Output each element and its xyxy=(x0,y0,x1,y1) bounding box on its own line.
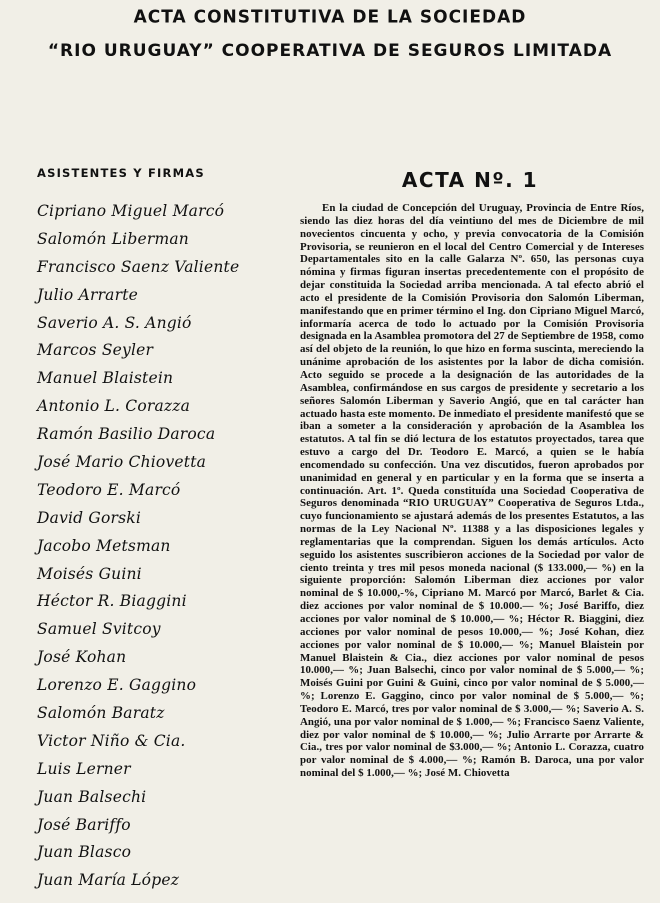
acta-title: ACTA Nº. 1 xyxy=(401,168,539,192)
attendee-name: Cipriano Miguel Marcó xyxy=(37,202,225,220)
attendee-name: José Mario Chiovetta xyxy=(37,453,207,472)
attendee-name: Jacobo Metsman xyxy=(37,536,171,555)
attendee-name: Manuel Blaistein xyxy=(37,369,174,388)
attendee-name: José Bariffo xyxy=(37,815,131,834)
attendee-name: Saverio A. S. Angió xyxy=(37,313,192,332)
attendee-name: Teodoro E. Marcó xyxy=(37,480,181,499)
attendee-name: Salomón Baratz xyxy=(37,704,165,723)
header-title-line1: ACTA CONSTITUTIVA DE LA SOCIEDAD xyxy=(133,6,527,28)
attendees-list xyxy=(37,198,287,895)
attendee-name: Luis Lerner xyxy=(37,759,131,778)
attendee-name: Héctor R. Biaggini xyxy=(37,592,187,611)
document-header xyxy=(0,6,660,62)
header-title-line2: “RIO URUGUAY” COOPERATIVA DE SEGUROS LIMITADA xyxy=(47,41,613,61)
attendee-name: Juan María López xyxy=(37,871,180,890)
attendee-name: Juan Balsechi xyxy=(37,787,147,806)
attendee-name: Francisco Saenz Valiente xyxy=(37,257,240,276)
attendee-name: Victor Niño & Cia. xyxy=(37,731,186,750)
attendee-name: David Gorski xyxy=(37,508,142,527)
attendees-heading: ASISTENTES Y FIRMAS xyxy=(37,166,205,180)
attendee-name: Ramón Basilio Daroca xyxy=(37,425,216,444)
attendee-name: Antonio L. Corazza xyxy=(37,397,191,416)
acta-body-paragraph: En la ciudad de Concepción del Uruguay, Provincia de Entre Ríos, siendo las diez horas del día veintiuno del mes de Diciembre de mil novecientos cincuenta y ocho, y previa convocatoria de la Comisión Provisoria, se reunieron en el local del Centro Comercial y de Intereses Departamentales sito en la calle Galarza Nº. 650, las personas cuya nómina y firmas figuran insertas precedentemente con el propósito de dejar constituida la Sociedad arriba mencionada. A tal efecto abrió el acto el presidente de la Comisión Provisoria don Salomón Liberman, manifestando que en primer término el Ing. don Cipriano Miguel Marcó, informaría acerca de todo lo actuado por la Comisión Provisoria designada en la Asamblea promotora del 27 de Septiembre de 1958, como así del objeto de la reunión, lo que hizo en forma suscinta, mereciendo la unánime aprobación de los asistentes por la labor de dicha comisión. Acto seguido se procede a la designación de las autoridades de la Asamblea, confirmándose en sus cargos de presidente y secretario a los señores Salomón Liberman y Saverio Angió, que en tal carácter han actuado hasta este momento. De inmediato el presidente manifestó que se iban a someter a la consideración y aprobación de la Asamblea los estatutos. A tal fin se dió lectura de los estatutos proyectados, tarea que estuvo a cargo del Dr. Teodoro E. Marcó, a quien se le había encomendado su confección. Una vez discutidos, fueron aprobados por unanimidad en general y en particular y en la forma que se inserta a continuación. Art. 1º. Queda constituída una Sociedad Cooperativa de Seguros denominada “RIO URUGUAY” Cooperativa de Seguros Ltda., cuyo funcionamiento se ajustará además de los presentes Estatutos, a las normas de la Ley Nacional Nº. 11388 y a las disposiciones legales y reglamentarias que la comprendan. Siguen los demás artículos. Acto seguido los asistentes suscribieron acciones de la Sociedad por valor de ciento treinta y tres mil pesos moneda nacional ($ 133.000,— %) en la siguiente proporción: Salomón Liberman diez acciones por valor nominal de $ 10.000,-%, Cipriano M. Marcó por Marcó, Barlet & Cia. diez acciones por valor nominal de $ 10.000.— %; José Bariffo, diez acciones por valor nominal de $ 10.000,— %; Héctor R. Biaggini, diez acciones por valor nominal de pesos 10.000,— %; José Kohan, diez acciones por valor nominal de $ 10.000,— %; Manuel Blaistein por Manuel Blaistein & Cia., diez acciones por valor nominal de pesos 10.000,— %; Juan Balsechi, cinco por valor nominal de $ 5.000,— %; Moisés Guini por Guini & Guini, cinco por valor nominal de $ 5.000,— %; Lorenzo E. Gaggino, cinco por valor nominal de $ 5.000,— %; Teodoro E. Marcó, tres por valor nominal de $ 3.000,— %; Saverio A. S. Angió, una por valor nominal de $ 1.000,— %; Francisco Saenz Valiente, diez por valor nominal de $ 10.000,— %; Julio Arrarte por Arrarte & Cia., tres por valor nominal de $3.000,— %; Antonio L. Corazza, cuatro por valor nominal de $ 4.000,— %; Ramón B. Daroca, una por valor nominal del $ 1.000,— %; José M. Chiovetta xyxy=(300,202,644,780)
attendee-name: Juan Blasco xyxy=(37,843,132,862)
attendee-name: Samuel Svitcoy xyxy=(37,620,161,639)
attendee-name: Julio Arrarte xyxy=(37,285,139,304)
attendee-name: José Kohan xyxy=(37,648,127,667)
attendee-name: Lorenzo E. Gaggino xyxy=(37,676,197,695)
attendee-name: Salomón Liberman xyxy=(37,229,189,248)
attendee-name: Marcos Seyler xyxy=(37,341,154,360)
attendee-name: Moisés Guini xyxy=(37,564,142,583)
